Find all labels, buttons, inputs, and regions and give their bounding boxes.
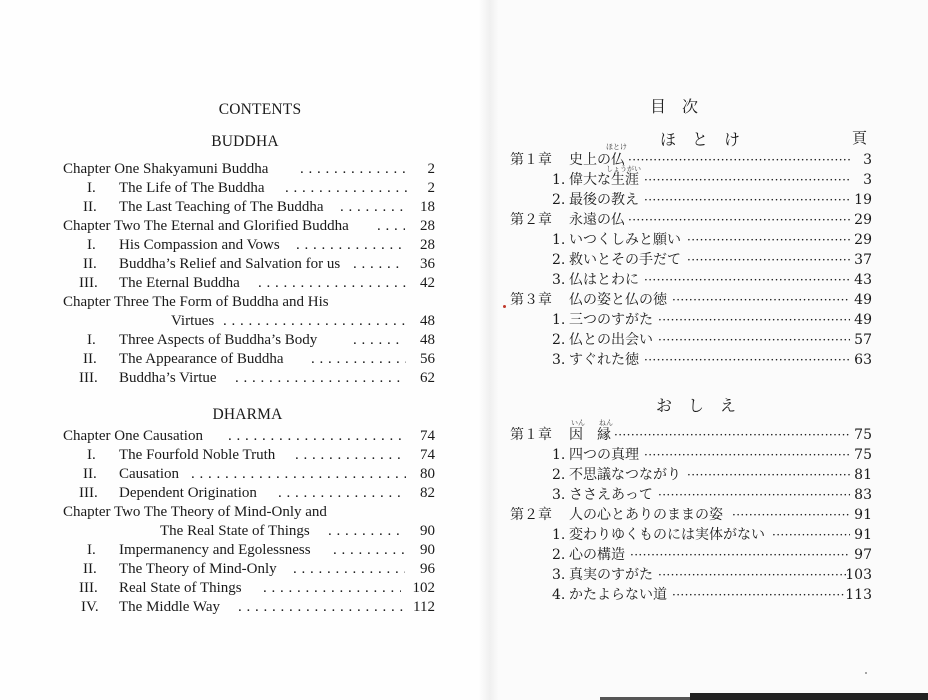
toc-entry-page: 91 bbox=[854, 527, 872, 543]
toc-entry-page: 2 bbox=[427, 161, 435, 177]
toc-entry-page: 75 bbox=[854, 447, 872, 463]
toc-entry-page: 36 bbox=[420, 256, 435, 272]
leader-dots bbox=[672, 290, 850, 310]
toc-entry[interactable] bbox=[63, 369, 435, 388]
toc-entry-label: Chapter One Causation bbox=[63, 428, 203, 444]
toc-entry-page: 42 bbox=[420, 275, 435, 291]
toc-entry-page: 48 bbox=[420, 313, 435, 329]
toc-entry-label: Impermanency and Egolessness bbox=[119, 542, 311, 558]
toc-entry-label: Three Aspects of Buddha’s Body bbox=[119, 332, 318, 348]
toc-entry-page: 102 bbox=[412, 580, 435, 596]
leader-dots bbox=[258, 274, 406, 293]
toc-entry-label: 史上の仏 bbox=[569, 152, 625, 168]
leader-dots bbox=[644, 350, 850, 370]
toc-entry-number: II. bbox=[83, 466, 97, 482]
toc-entry[interactable] bbox=[510, 350, 872, 370]
toc-entry-label: 仏との出会い bbox=[569, 332, 653, 348]
leader-dots bbox=[658, 565, 850, 585]
toc-entry-label: Chapter Two The Theory of Mind-Only and bbox=[63, 504, 327, 520]
toc-entry-number: 3. bbox=[552, 487, 566, 503]
toc-entry-label: Dependent Origination bbox=[119, 485, 257, 501]
leader-dots bbox=[238, 598, 403, 617]
toc-entry-label: Real State of Things bbox=[119, 580, 242, 596]
toc-entry-page: 37 bbox=[854, 252, 872, 268]
toc-entry-label: 永遠の仏 bbox=[569, 212, 625, 228]
toc-entry-number: I. bbox=[87, 237, 96, 253]
toc-entry-label: The Last Teaching of The Buddha bbox=[119, 199, 324, 215]
toc-entry-page: 49 bbox=[854, 292, 872, 308]
toc-entry-label: 心の構造 bbox=[569, 547, 625, 563]
toc-entry-page: 97 bbox=[854, 547, 872, 563]
toc-entry-number: 4. bbox=[552, 587, 566, 603]
toc-entry-label: すぐれた徳 bbox=[569, 352, 639, 368]
furigana: いん ねん bbox=[571, 419, 613, 427]
toc-entry[interactable] bbox=[510, 330, 872, 350]
leader-dots bbox=[672, 585, 844, 605]
toc-entry-number: II. bbox=[83, 199, 97, 215]
leader-dots bbox=[293, 560, 405, 579]
toc-entry-chapter-number: 第１章 bbox=[510, 152, 552, 168]
toc-entry-number: 2. bbox=[552, 192, 566, 208]
toc-entry[interactable] bbox=[63, 579, 435, 598]
toc-entry-label: 変わりゆくものには実体がない bbox=[569, 527, 765, 543]
leader-dots bbox=[644, 270, 850, 290]
leader-dots bbox=[377, 217, 405, 236]
toc-entry-label: かたよらない道 bbox=[569, 587, 667, 603]
toc-entry-label: いつくしみと願い bbox=[569, 232, 681, 248]
leader-dots bbox=[263, 579, 401, 598]
toc-entry[interactable] bbox=[510, 445, 872, 465]
toc-entry-label: Chapter Three The Form of Buddha and His bbox=[63, 294, 329, 310]
leader-dots bbox=[628, 210, 850, 230]
toc-entry-page: 19 bbox=[854, 192, 872, 208]
toc-entry[interactable] bbox=[510, 505, 872, 525]
toc-entry-page: 91 bbox=[854, 507, 872, 523]
toc-entry[interactable] bbox=[63, 350, 435, 369]
toc-entry[interactable] bbox=[510, 545, 872, 565]
toc-entry[interactable] bbox=[63, 312, 435, 331]
toc-entry-label: 三つのすがた bbox=[569, 312, 653, 328]
toc-entry-number: II. bbox=[83, 351, 97, 367]
toc-entry-page: 82 bbox=[420, 485, 435, 501]
toc-entry-number: IV. bbox=[81, 599, 99, 615]
section-heading-buddha: BUDDHA bbox=[211, 133, 279, 150]
toc-entry-page: 112 bbox=[413, 599, 435, 615]
toc-entry-page: 29 bbox=[854, 212, 872, 228]
leader-dots bbox=[223, 312, 405, 331]
leader-dots bbox=[732, 505, 850, 525]
mokuji-title: 目 次 bbox=[650, 97, 699, 116]
leader-dots bbox=[772, 525, 850, 545]
toc-entry-page: 113 bbox=[845, 587, 872, 603]
toc-entry-number: II. bbox=[83, 561, 97, 577]
toc-entry[interactable] bbox=[510, 465, 872, 485]
toc-entry-page: 81 bbox=[854, 467, 872, 483]
toc-entry-label: The Middle Way bbox=[119, 599, 220, 615]
leader-dots bbox=[687, 230, 850, 250]
toc-entry[interactable] bbox=[510, 310, 872, 330]
toc-entry[interactable] bbox=[63, 427, 435, 446]
toc-entry-page: 28 bbox=[420, 218, 435, 234]
toc-entry[interactable] bbox=[63, 179, 435, 198]
toc-entry-number: III. bbox=[79, 275, 98, 291]
toc-entry-label: The Life of The Buddha bbox=[119, 180, 265, 196]
toc-entry-chapter-number: 第３章 bbox=[510, 292, 552, 308]
toc-entry[interactable] bbox=[510, 150, 872, 170]
toc-entry[interactable] bbox=[510, 170, 872, 190]
toc-entry-number: 1. bbox=[552, 527, 566, 543]
toc-entry-label: The Fourfold Noble Truth bbox=[119, 447, 276, 463]
toc-entry-label: Causation bbox=[119, 466, 179, 482]
toc-entry[interactable] bbox=[63, 541, 435, 560]
leader-dots bbox=[644, 190, 850, 210]
toc-entry-page: 2 bbox=[427, 180, 435, 196]
scan-speck bbox=[865, 672, 867, 674]
contents-title: CONTENTS bbox=[218, 101, 302, 118]
toc-entry[interactable] bbox=[510, 290, 872, 310]
toc-entry-page: 29 bbox=[854, 232, 872, 248]
toc-entry-number: III. bbox=[79, 485, 98, 501]
toc-entry-label: The Appearance of Buddha bbox=[119, 351, 284, 367]
toc-entry-page: 63 bbox=[854, 352, 872, 368]
toc-entry-number: 1. bbox=[552, 312, 566, 328]
toc-entry-label: 四つの真理 bbox=[569, 447, 639, 463]
toc-entry-page: 48 bbox=[420, 332, 435, 348]
toc-entry[interactable] bbox=[63, 522, 435, 541]
toc-entry[interactable] bbox=[63, 236, 435, 255]
toc-entry-number: 1. bbox=[552, 232, 566, 248]
toc-entry-label: 最後の教え bbox=[569, 192, 639, 208]
toc-entry[interactable] bbox=[510, 250, 872, 270]
leader-dots bbox=[328, 522, 405, 541]
red-ink-mark bbox=[503, 305, 506, 308]
leader-dots bbox=[235, 369, 406, 388]
toc-entry[interactable] bbox=[63, 274, 435, 293]
toc-entry-number: 3. bbox=[552, 567, 566, 583]
leader-dots bbox=[687, 465, 850, 485]
toc-entry-label: 救いとその手だて bbox=[569, 252, 681, 268]
toc-entry[interactable] bbox=[63, 503, 435, 522]
toc-entry-label: Chapter One Shakyamuni Buddha bbox=[63, 161, 269, 177]
leader-dots bbox=[658, 310, 850, 330]
toc-entry-number: 2. bbox=[552, 467, 566, 483]
toc-entry-number: II. bbox=[83, 256, 97, 272]
toc-entry-label: The Real State of Things bbox=[160, 523, 310, 539]
toc-entry[interactable] bbox=[63, 465, 435, 484]
toc-entry-number: 2. bbox=[552, 252, 566, 268]
toc-entry-number: I. bbox=[87, 180, 96, 196]
toc-entry[interactable] bbox=[63, 255, 435, 274]
toc-entry-label: Buddha’s Relief and Salvation for us bbox=[119, 256, 341, 272]
leader-dots bbox=[353, 331, 405, 350]
toc-entry[interactable] bbox=[63, 293, 435, 312]
toc-entry[interactable] bbox=[510, 230, 872, 250]
toc-entry-label: 仏はとわに bbox=[569, 272, 639, 288]
toc-entry[interactable] bbox=[510, 425, 872, 445]
leader-dots bbox=[628, 150, 850, 170]
toc-entry-number: 3. bbox=[552, 352, 566, 368]
toc-entry-chapter-number: 第２章 bbox=[510, 212, 552, 228]
toc-entry-label: 不思議なつながり bbox=[569, 467, 681, 483]
toc-entry-chapter-number: 第１章 bbox=[510, 427, 552, 443]
toc-entry[interactable] bbox=[63, 331, 435, 350]
toc-entry-label: 人の心とありのままの姿 bbox=[569, 507, 723, 523]
toc-entry[interactable] bbox=[510, 190, 872, 210]
leader-dots bbox=[658, 485, 850, 505]
leader-dots bbox=[300, 160, 408, 179]
leader-dots bbox=[296, 236, 406, 255]
leader-dots bbox=[630, 545, 850, 565]
toc-entry[interactable] bbox=[63, 484, 435, 503]
toc-entry-page: 90 bbox=[420, 542, 435, 558]
toc-entry[interactable] bbox=[510, 585, 872, 605]
toc-entry[interactable] bbox=[510, 525, 872, 545]
toc-entry[interactable] bbox=[510, 210, 872, 230]
leader-dots bbox=[644, 445, 850, 465]
leader-dots bbox=[658, 330, 850, 350]
toc-entry[interactable] bbox=[63, 217, 435, 236]
leader-dots bbox=[311, 350, 406, 369]
toc-entry-number: III. bbox=[79, 580, 98, 596]
leader-dots bbox=[644, 170, 850, 190]
toc-entry-label: His Compassion and Vows bbox=[119, 237, 280, 253]
toc-entry-number: 2. bbox=[552, 547, 566, 563]
section-heading-oshie: お し え bbox=[656, 396, 737, 415]
toc-entry[interactable] bbox=[63, 560, 435, 579]
leader-dots bbox=[295, 446, 405, 465]
toc-entry-label: 偉大な生涯 bbox=[569, 172, 639, 188]
toc-entry-page: 57 bbox=[854, 332, 872, 348]
toc-entry-page: 103 bbox=[845, 567, 872, 583]
toc-entry[interactable] bbox=[510, 565, 872, 585]
toc-entry-page: 49 bbox=[854, 312, 872, 328]
toc-entry-number: I. bbox=[87, 447, 96, 463]
page-column-label: 頁 bbox=[852, 129, 868, 147]
toc-entry-label: Virtues bbox=[171, 313, 215, 329]
furigana: ほとけ bbox=[606, 143, 627, 151]
leader-dots bbox=[278, 484, 406, 503]
toc-entry-page: 28 bbox=[420, 237, 435, 253]
toc-entry[interactable] bbox=[510, 270, 872, 290]
toc-entry-page: 80 bbox=[420, 466, 435, 482]
toc-entry-label: 真実のすがた bbox=[569, 567, 653, 583]
section-heading-hotoke: ほ と け bbox=[660, 130, 741, 149]
toc-entry-number: 1. bbox=[552, 172, 566, 188]
toc-entry-label: Buddha’s Virtue bbox=[119, 370, 217, 386]
toc-entry-page: 56 bbox=[420, 351, 435, 367]
book-gutter bbox=[478, 0, 498, 700]
toc-entry-page: 3 bbox=[863, 172, 872, 188]
toc-entry-page: 18 bbox=[420, 199, 435, 215]
leader-dots bbox=[285, 179, 407, 198]
toc-entry-page: 74 bbox=[420, 447, 435, 463]
leader-dots bbox=[353, 255, 405, 274]
toc-entry-number: I. bbox=[87, 542, 96, 558]
leader-dots bbox=[228, 427, 405, 446]
leader-dots bbox=[614, 425, 850, 445]
toc-entry-label: The Eternal Buddha bbox=[119, 275, 240, 291]
toc-entry[interactable] bbox=[510, 485, 872, 505]
toc-entry[interactable] bbox=[63, 198, 435, 217]
toc-entry-number: 2. bbox=[552, 332, 566, 348]
toc-entry-number: 1. bbox=[552, 447, 566, 463]
leader-dots bbox=[191, 465, 406, 484]
toc-entry[interactable] bbox=[63, 160, 435, 179]
toc-entry-number: I. bbox=[87, 332, 96, 348]
toc-entry-page: 75 bbox=[854, 427, 872, 443]
toc-entry-label: 仏の姿と仏の徳 bbox=[569, 292, 667, 308]
toc-entry-page: 3 bbox=[863, 152, 872, 168]
toc-entry-page: 62 bbox=[420, 370, 435, 386]
section-heading-dharma: DHARMA bbox=[212, 406, 283, 423]
toc-entry-page: 83 bbox=[854, 487, 872, 503]
leader-dots bbox=[333, 541, 405, 560]
toc-entry-page: 90 bbox=[420, 523, 435, 539]
toc-entry-label: 因 縁 bbox=[569, 427, 611, 443]
leader-dots bbox=[687, 250, 850, 270]
toc-entry-label: The Theory of Mind-Only bbox=[119, 561, 277, 577]
furigana: しょうがい bbox=[606, 165, 641, 173]
toc-entry-page: 74 bbox=[420, 428, 435, 444]
toc-entry-number: III. bbox=[79, 370, 98, 386]
toc-entry-chapter-number: 第２章 bbox=[510, 507, 552, 523]
toc-entry-label: ささえあって bbox=[569, 487, 653, 503]
toc-entry[interactable] bbox=[63, 446, 435, 465]
toc-entry-page: 96 bbox=[420, 561, 435, 577]
toc-entry-page: 43 bbox=[854, 272, 872, 288]
scan-edge-shadow bbox=[690, 693, 928, 700]
toc-entry-label: Chapter Two The Eternal and Glorified Buddha bbox=[63, 218, 349, 234]
toc-entry-number: 3. bbox=[552, 272, 566, 288]
leader-dots bbox=[340, 198, 405, 217]
toc-entry[interactable] bbox=[63, 598, 435, 617]
